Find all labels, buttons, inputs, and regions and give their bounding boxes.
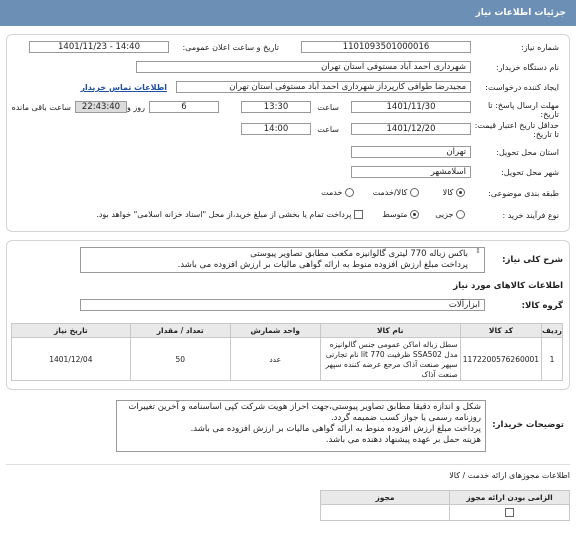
buyer-contact-link[interactable]: اطلاعات تماس خریدار <box>80 83 167 92</box>
radio-icon[interactable] <box>345 188 354 197</box>
remaining-field: 22:43:40 <box>75 101 127 113</box>
col-permit: مجوز <box>321 491 450 505</box>
deadline-label: مهلت ارسال پاسخ: تا تاریخ: <box>487 101 559 119</box>
price-validity-date-field: 1401/12/20 <box>351 123 471 135</box>
row-index: 1 <box>542 338 563 381</box>
row-name: سطل زباله اماکن عمومی جنس گالوانیزه مدل SSA502 ظرفیت 770 lit نام تجارتی سپهر صنعت آذاک مرجع عرضه کننده سپهر صنعت آذاک <box>320 338 460 381</box>
need-number-label: شماره نیاز: <box>521 43 559 52</box>
city-field: اسلامشهر <box>351 166 471 178</box>
deadline-time-label: ساعت <box>317 103 339 112</box>
goods-panel <box>6 240 570 390</box>
details-panel <box>6 34 570 232</box>
page-title: جزئیات اطلاعات نیاز <box>475 8 566 18</box>
col-date: تاریخ نیاز <box>12 324 131 338</box>
col-code: کد کالا <box>460 324 541 338</box>
category-label: طبقه بندی موضوعی: <box>488 189 559 198</box>
page-header <box>0 0 576 26</box>
radio-selected-icon[interactable] <box>410 210 419 219</box>
purchase-type-label: نوع فرآیند خرید : <box>502 211 559 220</box>
checkbox-icon[interactable] <box>354 210 363 219</box>
creator-label: ایجاد کننده درخواست: <box>485 83 559 92</box>
row-unit: عدد <box>230 338 320 381</box>
city-label: شهر محل تحویل: <box>501 168 559 177</box>
permit-cell <box>321 505 450 521</box>
price-validity-time-label: ساعت <box>317 125 339 134</box>
announce-field: 1401/11/23 - 14:40 <box>29 41 169 53</box>
table-header-row <box>321 491 570 505</box>
goods-title: اطلاعات کالاهای مورد نیاز <box>453 281 563 291</box>
price-validity-label: حداقل تاریخ اعتبار قیمت: تا تاریخ: <box>474 121 559 139</box>
category-option-goods-service[interactable]: کالا/خدمت <box>373 188 419 197</box>
row-qty: 50 <box>130 338 230 381</box>
permits-panel <box>6 464 570 524</box>
col-unit: واحد شمارش <box>230 324 320 338</box>
col-required: الزامی بودن ارائه مجوز <box>450 491 570 505</box>
summary-label: شرح کلی نیاز: <box>502 255 563 265</box>
checkbox-icon[interactable] <box>505 508 514 517</box>
goods-group-field: ابزارآلات <box>80 299 485 311</box>
col-index: ردیف <box>542 324 563 338</box>
radio-selected-icon[interactable] <box>456 188 465 197</box>
province-field: تهران <box>351 146 471 158</box>
goods-table <box>11 323 563 381</box>
required-cell <box>450 505 570 521</box>
creator-field: مجیدرضا طوافی کارپرداز شهرداری احمد آباد مستوفی استان تهران <box>176 81 471 93</box>
permits-title: اطلاعات مجوزهای ارائه خدمت / کالا <box>6 464 570 480</box>
table-row[interactable] <box>12 338 563 381</box>
price-validity-time-field: 14:00 <box>241 123 311 135</box>
remaining-label: ساعت باقی مانده <box>11 103 71 112</box>
treasury-payment-option[interactable]: پرداخت تمام یا بخشی از مبلغ خرید،از محل "اسناد خزانه اسلامی" خواهد بود. <box>96 210 363 219</box>
notes-panel <box>6 398 570 460</box>
permits-table <box>320 490 570 521</box>
days-field: 6 <box>149 101 219 113</box>
notes-textarea[interactable]: شکل و اندازه دقیقا مطابق تصاویر پیوستی،جهت احراز هویت شرکت کپی اساسنامه و آخرین تغییرات روزنامه رسمی یا جواز کسب ضمیمه گردد. پرداخت مبلغ ارزش افزوده منوط به ارائه گواهی مالیات بر ارزش افزوده می باشد. هزینه حمل بر عهده پیشنهاد دهنده می باشد. <box>116 400 486 452</box>
buyer-org-label: نام دستگاه خریدار: <box>496 63 559 72</box>
notes-label: توضیحات خریدار: <box>492 420 564 430</box>
category-option-goods[interactable]: کالا <box>443 188 465 197</box>
col-name: نام کالا <box>320 324 460 338</box>
table-row[interactable] <box>321 505 570 521</box>
row-code: 1172200576260001 <box>460 338 541 381</box>
radio-icon[interactable] <box>456 210 465 219</box>
category-option-service[interactable]: خدمت <box>321 188 354 197</box>
buyer-org-field: شهرداری احمد آباد مستوفی استان تهران <box>136 61 471 73</box>
purchase-option-medium[interactable]: متوسط <box>382 210 419 219</box>
deadline-time-field: 13:30 <box>241 101 311 113</box>
col-qty: تعداد / مقدار <box>130 324 230 338</box>
purchase-option-minor[interactable]: جزیی <box>435 210 465 219</box>
goods-group-label: گروه کالا: <box>521 301 563 311</box>
days-label: روز و <box>127 103 145 112</box>
summary-textarea[interactable]: باکس زباله 770 لیتری گالوانیزه مکعب مطابق تصاویر پیوستی پرداخت مبلغ ارزش افزوده منوط به ارائه گواهی مالیات بر ارزش افزوده می باشد. <box>80 247 485 273</box>
announce-label: تاریخ و ساعت اعلان عمومی: <box>182 43 279 52</box>
table-header-row <box>12 324 563 338</box>
need-number-field: 1101093501000016 <box>301 41 471 53</box>
radio-icon[interactable] <box>410 188 419 197</box>
scroll-arrows-icon[interactable]: ⇕ <box>475 247 481 255</box>
row-date: 1401/12/04 <box>12 338 131 381</box>
deadline-date-field: 1401/11/30 <box>351 101 471 113</box>
province-label: استان محل تحویل: <box>496 148 559 157</box>
